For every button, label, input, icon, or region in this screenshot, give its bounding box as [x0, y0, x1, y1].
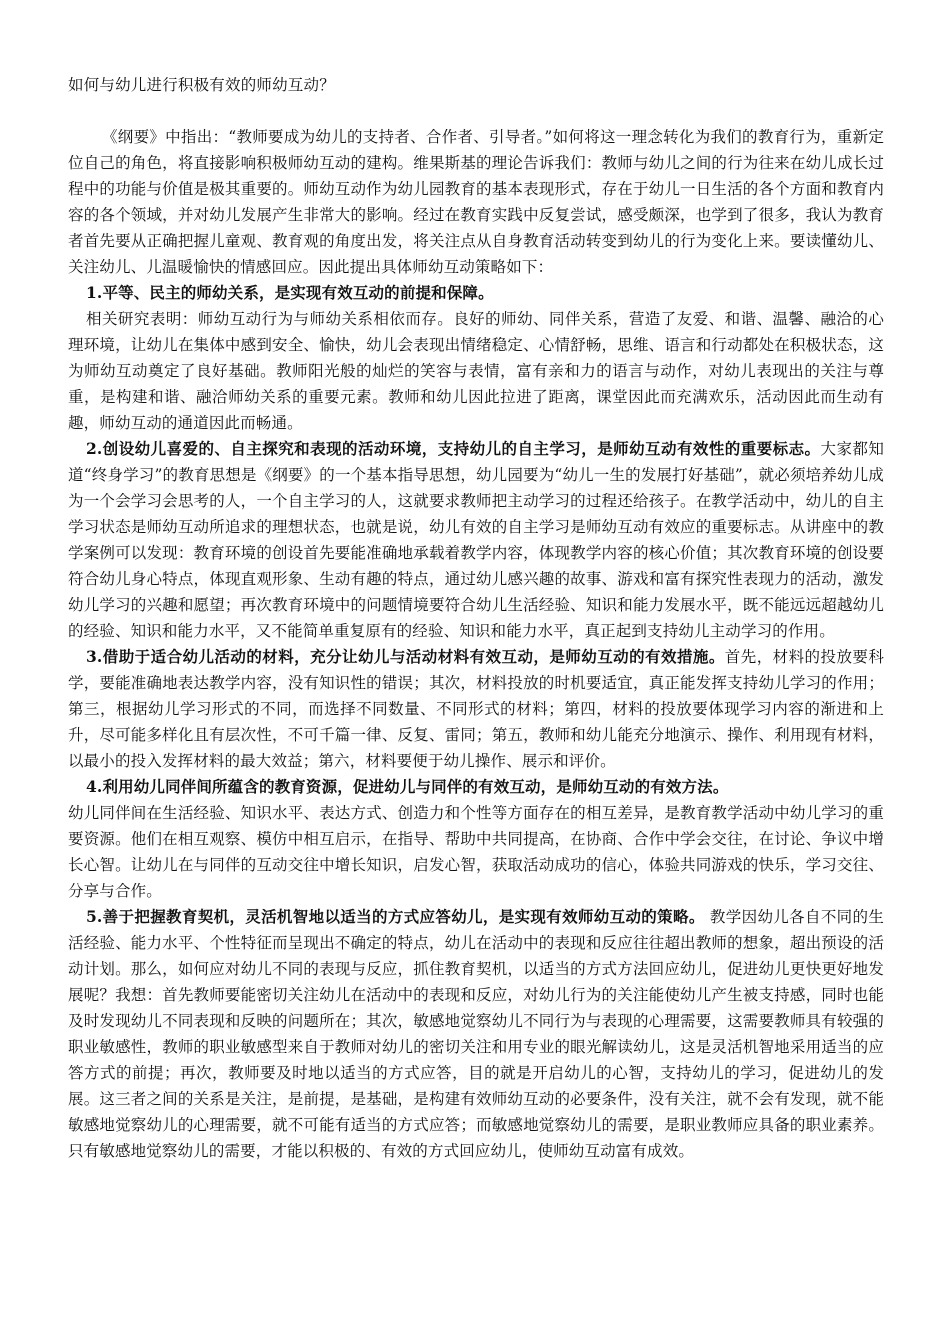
- section-3-body: 首先，材料的投放要科学，要能准确地表达教学内容，没有知识性的错误；其次，材料投放的时机要适宜，真正能发挥支持幼儿学习的作用；第三，根据幼儿学习形式的不同，而选择不同数量、不同形式的材料；第四，材料的投放要体现学习内容的渐进和上升，尽可能多样化且有层次性，不可千篇一律、反复、雷同；第五，教师和幼儿能充分地演示、操作、利用现有材料，以最小的投入发挥材料的最大效益；第六，材料要便于幼儿操作、展示和评价。: [68, 648, 884, 770]
- intro-paragraph: 《纲要》中指出：“教师要成为幼儿的支持者、合作者、引导者。”如何将这一理念转化为我们的教育行为，重新定位自己的角色，将直接影响积极师幼互动的建构。维果斯基的理论告诉我们：教师与幼儿之间的行为往来在幼儿成长过程中的功能与价值是极其重要的。师幼互动作为幼儿园教育的基本表现形式，存在于幼儿一日生活的各个方面和教育内容的各个领域，并对幼儿发展产生非常大的影响。经过在教育实践中反复尝试，感受颇深，也学到了很多，我认为教育者首先要从正确把握儿童观、教育观的角度出发，将关注点从自身教育活动转变到幼儿的行为变化上来。要读懂幼儿、关注幼儿、儿温暖愉快的情感回应。因此提出具体师幼互动策略如下：: [68, 128, 884, 276]
- section-1-body: 相关研究表明：师幼互动行为与师幼关系相依而存。良好的师幼、同伴关系，营造了友爱、和谐、温馨、融洽的心理环境，让幼儿在集体中感到安全、愉快，幼儿会表现出情绪稳定、心情舒畅，思维、语言和行动都处在积极状态，这为师幼互动奠定了良好基础。教师阳光般的灿烂的笑容与表情，富有亲和力的语言与动作，对幼儿表现出的关注与尊重，是构建和谐、融洽师幼关系的重要元素。教师和幼儿因此拉进了距离，课堂因此而充满欢乐，活动因此而生动有趣，师幼互动的通道因此而畅通。: [68, 310, 884, 432]
- section-5-body: 教学因幼儿各自不同的生活经验、能力水平、个性特征而呈现出不确定的特点，幼儿在活动中的表现和反应往往超出教师的想象，超出预设的活动计划。那么，如何应对幼儿不同的表现与反应，抓住教育契机，以适当的方式方法回应幼儿，促进幼儿更快更好地发展呢？我想：首先教师要能密切关注幼儿在活动中的表现和反应，对幼儿行为的关注能使幼儿产生被支持感，同时也能及时发现幼儿不同表现和反映的问题所在；其次，敏感地觉察幼儿不同行为与表现的心理需要，这需要教师具有较强的职业敏感性，教师的职业敏感型来自于教师对幼儿的密切关注和用专业的眼光解读幼儿，这是灵活机智地采用适当的应答方式的前提；再次，教师要及时地以适当的方式应答，目的就是开启幼儿的心智，支持幼儿的学习，促进幼儿的发展。这三者之间的关系是关注，是前提，是基础，是构建有效师幼互动的必要条件，没有关注，就不会有发现，就不能敏感地觉察幼儿的心理需要，就不可能有适当的方式应答；而敏感地觉察幼儿的需要，是职业教师应具备的职业素养。只有敏感地觉察幼儿的需要，才能以积极的、有效的方式回应幼儿，使师幼互动富有成效。: [68, 908, 884, 1160]
- section-1-heading-line: [68, 280, 884, 306]
- section-4-body: 幼儿同伴间在生活经验、知识水平、表达方式、创造力和个性等方面存在的相互差异，是教育教学活动中幼儿学习的重要资源。他们在相互观察、模仿中相互启示，在指导、帮助中共同提高，在协商、合作中学会交往，在讨论、争议中增长心智。让幼儿在与同伴的互动交往中增长知识，启发心智，获取活动成功的信心，体验共同游戏的快乐，学习交往、分享与合作。: [68, 804, 884, 900]
- section-2-body: 大家都知道“终身学习”的教育思想是《纲要》的一个基本指导思想，幼儿园要为“幼儿一生的发展打好基础”，就必须培养幼儿成为一个会学习会思考的人，一个自主学习的人，这就要求教师把主动学习的过程还给孩子。在教学活动中，幼儿的自主学习状态是师幼互动所追求的理想状态，也就是说，幼儿有效的自主学习是师幼互动有效应的重要标志。从讲座中的教学案例可以发现：教育环境的创设首先要能准确地承载着教学内容，体现教学内容的核心价值；其次教育环境的创设要符合幼儿身心特点，体现直观形象、生动有趣的特点，通过幼儿感兴趣的故事、游戏和富有探究性表现力的活动，激发幼儿学习的兴趣和愿望；再次教育环境中的问题情境要符合幼儿生活经验、知识和能力发展水平，既不能远远超越幼儿的经验、知识和能力水平，又不能简单重复原有的经验、知识和能力水平，真正起到支持幼儿主动学习的作用。: [68, 440, 884, 640]
- section-5-heading: 5.善于把握教育契机，灵活机智地以适当的方式应答幼儿，是实现有效师幼互动的策略。: [86, 907, 705, 926]
- section-2: [68, 436, 884, 644]
- section-1-heading: 1.平等、民主的师幼关系，是实现有效互动的前提和保障。: [86, 283, 494, 302]
- section-4-heading-line: [68, 774, 884, 800]
- document-page: [68, 72, 884, 1164]
- section-4-heading: 4.利用幼儿同伴间所蕴含的教育资源，促进幼儿与同伴的有效互动，是师幼互动的有效方法。: [86, 777, 729, 796]
- section-5: [68, 904, 884, 1164]
- document-title: 如何与幼儿进行积极有效的师幼互动？: [68, 76, 335, 94]
- section-2-heading: 2.创设幼儿喜爱的、自主探究和表现的活动环境，支持幼儿的自主学习，是师幼互动有效性的重要标志。: [86, 439, 821, 458]
- section-3: [68, 644, 884, 774]
- section-3-heading: 3.借助于适合幼儿活动的材料，充分让幼儿与活动材料有效互动，是师幼互动的有效措施。: [86, 647, 725, 666]
